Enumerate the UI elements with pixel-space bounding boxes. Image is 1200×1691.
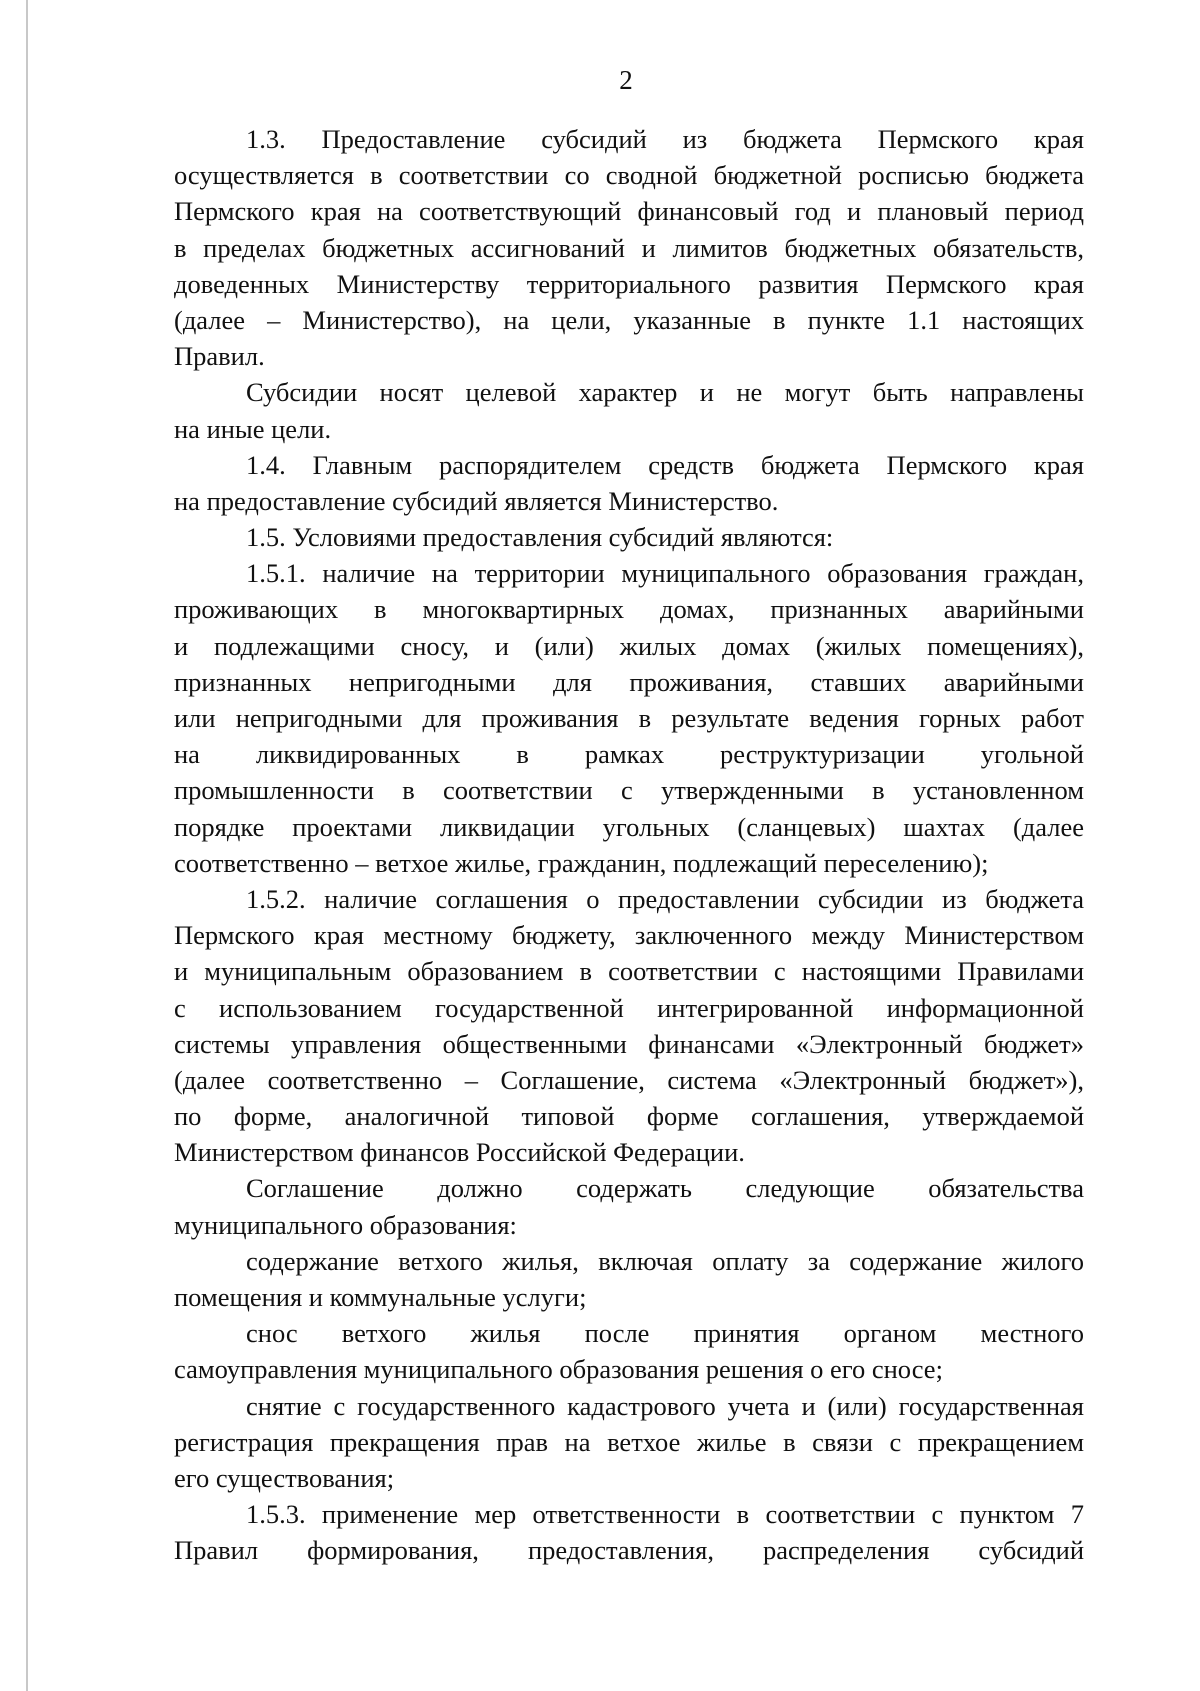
text-line: на предоставление субсидий является Министерство. (174, 485, 779, 516)
text-line: 1.4. Главным распорядителем средств бюджета Пермского края (246, 449, 1084, 480)
text-line: Пермского края на соответствующий финансовый год и плановый период (174, 196, 1084, 227)
text-line: Пермского края местному бюджету, заключенного между Министерством (174, 920, 1084, 951)
text-line: 1.5.1. наличие на территории муниципального образования граждан, (246, 558, 1084, 589)
text-line: его существования; (174, 1462, 395, 1493)
text-line: самоуправления муниципального образования решения о его сносе; (174, 1354, 943, 1385)
text-line: системы управления общественными финансами «Электронный бюджет» (174, 1028, 1084, 1059)
text-line: признанных непригодными для проживания, ставших аварийными (174, 666, 1084, 697)
text-line: на ликвидированных в рамках реструктуризации угольной (174, 739, 1084, 770)
text-line: 1.5.3. применение мер ответственности в соответствии с пунктом 7 (246, 1499, 1084, 1530)
text-line: или непригодными для проживания в результате ведения горных работ (174, 703, 1084, 733)
text-line: (далее соответственно – Соглашение, система «Электронный бюджет»), (174, 1064, 1084, 1095)
text-line: с использованием государственной интегрированной информационной (174, 992, 1084, 1023)
text-line: муниципального образования: (174, 1209, 517, 1240)
text-line: Министерством финансов Российской Федерации. (174, 1137, 745, 1168)
text-line: Правил. (174, 341, 265, 372)
text-line: 1.5.2. наличие соглашения о предоставлении субсидии из бюджета (246, 883, 1084, 914)
text-line: и муниципальным образованием в соответствии с настоящими Правилами (174, 956, 1084, 987)
text-line: Правил формирования, предоставления, распределения субсидий (174, 1535, 1084, 1566)
text-line: порядке проектами ликвидации угольных (сланцевых) шахтах (далее (174, 811, 1084, 842)
text-line: регистрация прекращения прав на ветхое жилье в связи с прекращением (174, 1426, 1084, 1457)
text-line: снос ветхого жилья после принятия органом местного (246, 1318, 1084, 1349)
scan-edge-line (26, 0, 28, 1691)
text-line: в пределах бюджетных ассигнований и лимитов бюджетных обязательств, (174, 232, 1084, 263)
text-line: 1.3. Предоставление субсидий из бюджета Пермского края (246, 124, 1084, 154)
text-line: доведенных Министерству территориального развития Пермского края (174, 268, 1084, 299)
text-line: снятие с государственного кадастрового учета и (или) государственная (246, 1390, 1084, 1421)
text-line: 1.5. Условиями предоставления субсидий являются: (246, 522, 834, 553)
page-number: 2 (619, 65, 633, 95)
text-line: Соглашение должно содержать следующие обязательства (246, 1173, 1084, 1204)
text-line: по форме, аналогичной типовой форме соглашения, утверждаемой (174, 1101, 1084, 1132)
text-line: соответственно – ветхое жилье, гражданин, подлежащий переселению); (174, 847, 989, 878)
text-line: осуществляется в соответствии со сводной бюджетной росписью бюджета (174, 160, 1084, 191)
text-line: (далее – Министерство), на цели, указанные в пункте 1.1 настоящих (174, 304, 1084, 335)
text-line: на иные цели. (174, 413, 332, 444)
text-line: проживающих в многоквартирных домах, признанных аварийными (174, 594, 1084, 625)
document-body (174, 121, 1084, 1569)
text-line: Субсидии носят целевой характер и не могут быть направлены (246, 377, 1084, 408)
text-line: помещения и коммунальные услуги; (174, 1282, 587, 1312)
text-line: и подлежащими сносу, и (или) жилых домах (жилых помещениях), (174, 630, 1084, 661)
text-line: содержание ветхого жилья, включая оплату за содержание жилого (246, 1245, 1084, 1276)
text-line: промышленности в соответствии с утвержденными в установленном (174, 775, 1084, 806)
